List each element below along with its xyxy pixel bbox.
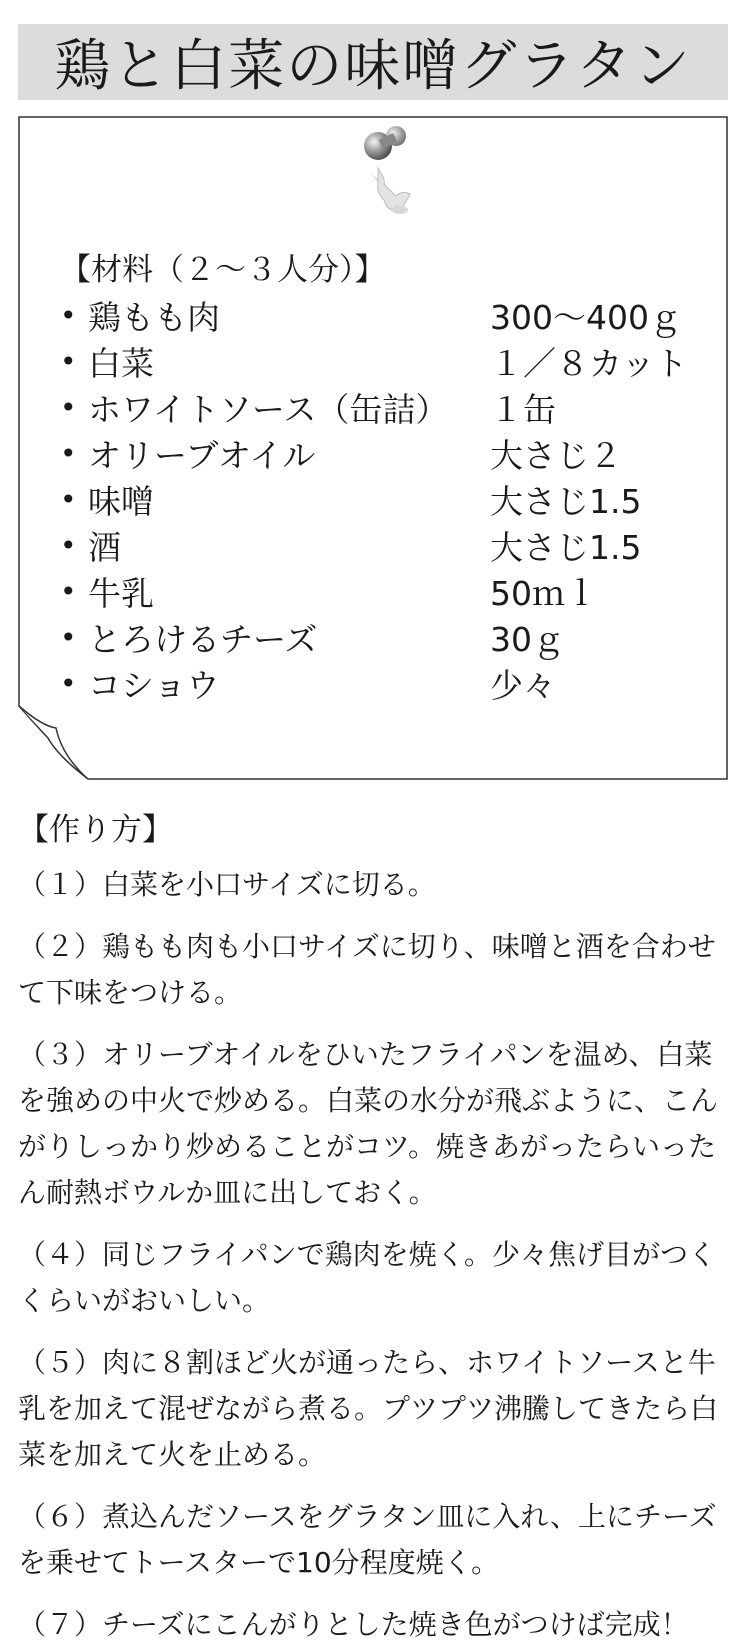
ingredient-row: [60, 522, 720, 568]
bullet: •: [60, 482, 77, 516]
ingredient-amount: 少々: [490, 665, 556, 705]
ingredients-note: [18, 116, 728, 780]
ingredient-name: 酒: [88, 527, 121, 567]
ingredient-row: [60, 338, 720, 384]
ingredient-row: [60, 614, 720, 660]
ingredient-name: ホワイトソース（缶詰）: [88, 389, 449, 429]
ingredient-amount: 300～400ｇ: [490, 297, 682, 337]
ingredient-name: 牛乳: [88, 573, 154, 613]
ingredient-row: [60, 568, 720, 614]
bullet: •: [60, 666, 77, 700]
ingredient-name: 鶏もも肉: [88, 297, 220, 337]
bullet: •: [60, 298, 77, 332]
ingredient-amount: 大さじ２: [490, 435, 622, 475]
ingredients-list: [60, 292, 720, 706]
ingredient-amount: 大さじ1.5: [490, 527, 642, 567]
step-2: （２）鶏もも肉も小口サイズに切り、味噌と酒を合わせて下味をつける。: [18, 930, 716, 1009]
bullet: •: [60, 620, 77, 654]
ingredient-row: [60, 660, 720, 706]
ingredient-name: コショウ: [88, 665, 220, 705]
step-7: （７）チーズにこんがりとした焼き色がつけば完成！: [18, 1608, 689, 1641]
pushpin-icon: [356, 122, 436, 232]
ingredient-row: [60, 476, 720, 522]
bullet: •: [60, 574, 77, 608]
recipe-title: 鶏と白菜の味噌グラタン: [54, 34, 692, 99]
bullet: •: [60, 436, 77, 470]
ingredient-name: 白菜: [88, 343, 154, 383]
method-heading: 【作り方】: [18, 812, 173, 848]
ingredient-row: [60, 384, 720, 430]
ingredient-amount: １／８カット: [490, 343, 688, 383]
ingredient-amount: １缶: [490, 389, 556, 429]
ingredient-name: オリーブオイル: [88, 435, 316, 475]
ingredient-amount: 大さじ1.5: [490, 481, 642, 521]
ingredient-amount: 50ｍｌ: [490, 573, 598, 613]
ingredient-name: とろけるチーズ: [88, 619, 318, 659]
ingredients-heading: 【材料（２～３人分）】: [60, 252, 386, 288]
ingredient-row: [60, 430, 720, 476]
step-4: （４）同じフライパンで鶏肉を焼く。少々焦げ目がつくくらいがおいしい。: [18, 1238, 717, 1317]
method-steps: [18, 862, 730, 1648]
ingredient-amount: 30ｇ: [490, 619, 565, 659]
step-6: （６）煮込んだソースをグラタン皿に入れ、上にチーズを乗せてトースターで10分程度焼く。: [18, 1500, 717, 1579]
step-5: （５）肉に８割ほど火が通ったら、ホワイトソースと牛乳を加えて混ぜながら煮る。プツプツ沸騰してきたら白菜を加えて火を止める。: [18, 1346, 719, 1471]
step-1: （１）白菜を小口サイズに切る。: [18, 868, 436, 901]
bullet: •: [60, 528, 77, 562]
bullet: •: [60, 390, 77, 424]
title-banner: [18, 24, 728, 100]
ingredient-row: [60, 292, 720, 338]
bullet: •: [60, 344, 77, 378]
step-3: （３）オリーブオイルをひいたフライパンを温め、白菜を強めの中火で炒める。白菜の水分が飛ぶように、こんがりしっかり炒めることがコツ。焼きあがったらいったん耐熱ボウルか皿に出しておく。: [18, 1038, 719, 1209]
ingredient-name: 味噌: [88, 481, 154, 521]
